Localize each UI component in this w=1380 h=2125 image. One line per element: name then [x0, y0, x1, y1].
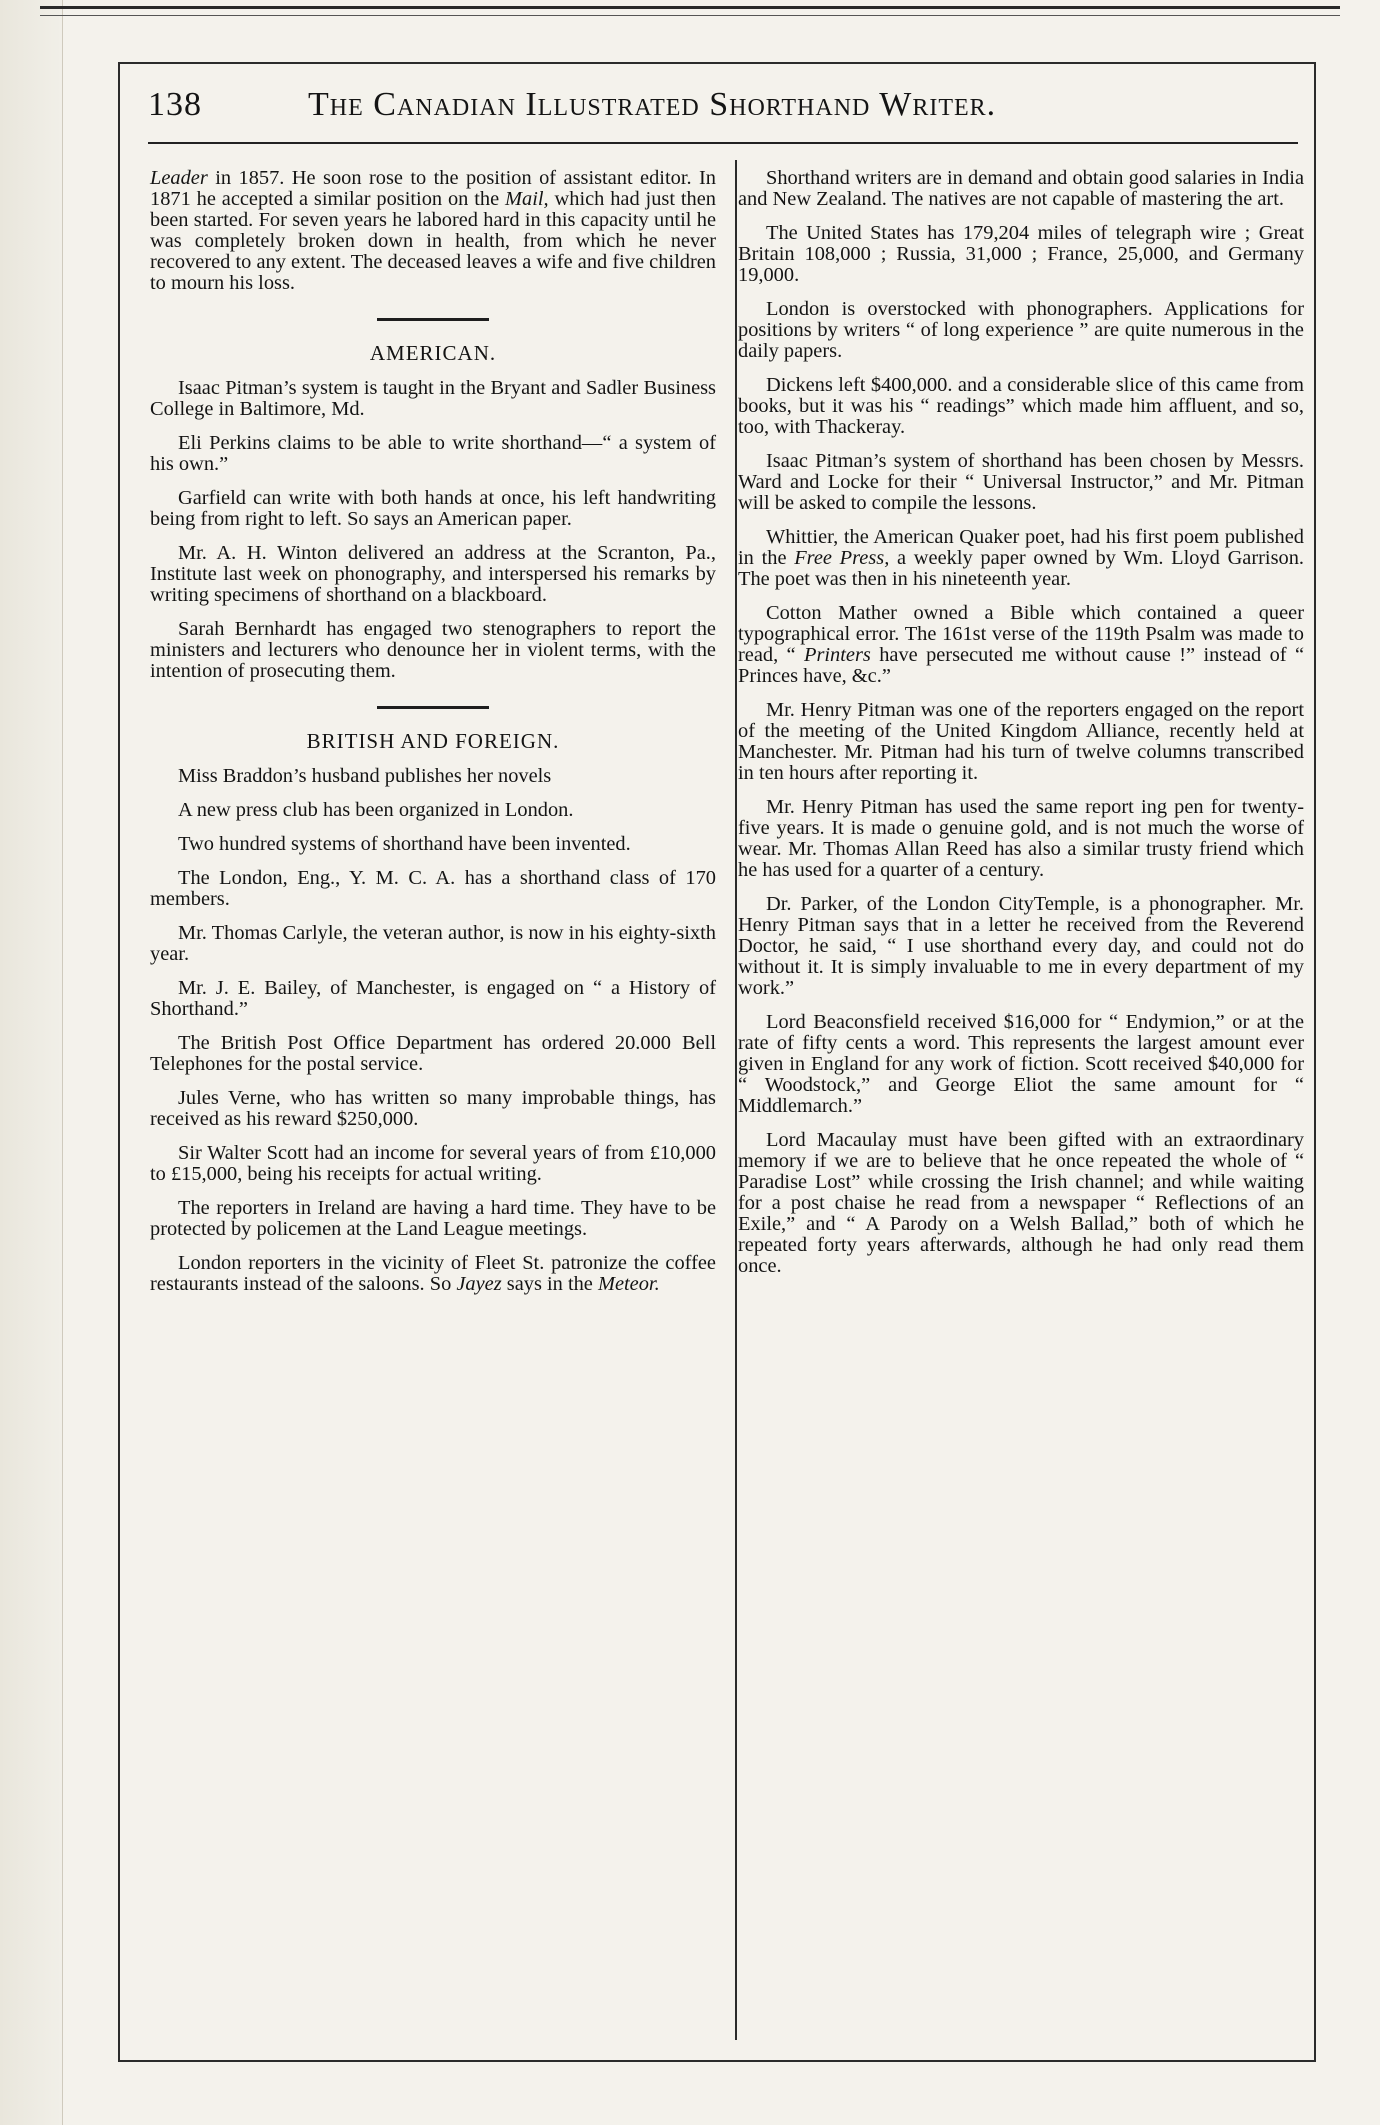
obituary-paragraph	[150, 168, 716, 294]
mather-text: Cotton Mather owned a Bible which contained a queer typographical error. The 161st verse of the 119th Psalm was made to read, “	[738, 602, 1304, 666]
news-item: London is overstocked with phonographers. Applications for positions by writers “ of long experience ” are quite numerous in the daily papers.	[738, 298, 1304, 362]
news-item: Dr. Parker, of the London CityTemple, is a phonographer. Mr. Henry Pitman says that in a letter he received from the Reverend Doctor, he said, “ I use shorthand every day, and could not do without it. It is simply invaluable to me in every department of my work.”	[738, 893, 1304, 999]
jayez-name: Jayez	[456, 1273, 502, 1295]
whittier-text-end: a weekly paper owned by Wm. Lloyd Garrison. The poet was then in his nineteenth year.	[738, 547, 1305, 590]
news-item: Sarah Bernhardt has engaged two stenographers to report the ministers and lecturers who denounce her in violent terms, with the intention of prosecuting them.	[150, 618, 716, 682]
news-item: Dickens left $400,000. and a considerable slice of this came from books, but it was his “ readings” which made him affluent, and so, too, with Thackeray.	[738, 374, 1304, 438]
news-item: The British Post Office Department has ordered 20.000 Bell Telephones for the postal service.	[150, 1032, 716, 1075]
news-item: The reporters in Ireland are having a hard time. They have to be protected by policemen at the Land League meetings.	[150, 1197, 716, 1240]
section-heading-american: AMERICAN.	[369, 341, 497, 365]
news-item: Mr. A. H. Winton delivered an address at the Scranton, Pa., Institute last week on phonography, and interspersed his remarks by writing specimens of shorthand on a blackboard.	[150, 542, 716, 606]
news-item: The London, Eng., Y. M. C. A. has a shorthand class of 170 members.	[150, 867, 716, 910]
leader-title: Leader	[150, 167, 208, 189]
news-item: Mr. Thomas Carlyle, the veteran author, is now in his eighty-sixth year.	[150, 922, 716, 965]
mail-title: Mail,	[505, 188, 549, 210]
news-item: Lord Macaulay must have been gifted with an extraordinary memory if we are to believe that he once repeated the whole of “ Paradise Lost” while crossing the Irish channel; and while waiting for a post chaise he read from a newspaper “ Reflections of an Exile,” and “ A Parody on a Welsh Ballad,” both of which he repeated forty years afterwards, although he had only read them once.	[738, 1129, 1304, 1277]
news-item: Eli Perkins claims to be able to write shorthand—“ a system of his own.”	[150, 432, 716, 475]
news-item: Isaac Pitman’s system of shorthand has been chosen by Messrs. Ward and Locke for their “ Universal Instructor,” and Mr. Pitman will be asked to compile the lessons.	[738, 450, 1304, 514]
news-item: Mr. Henry Pitman was one of the reporters engaged on the report of the meeting of the United Kingdom Alliance, recently held at Manchester. Mr. Pitman had his turn of twelve columns transcribed in ten hours after reporting it.	[738, 699, 1304, 784]
news-item: Mr. Henry Pitman has used the same report ing pen for twenty-five years. It is made o genuine gold, and is not much the worse of wear. Mr. Thomas Allan Reed has also a similar trusty friend which he has used for a quarter of a century.	[738, 796, 1304, 881]
header-rule	[148, 142, 1298, 144]
news-item: Isaac Pitman’s system is taught in the Bryant and Sadler Business College in Baltimore, Md.	[150, 377, 716, 420]
obituary-text: in 1857. He soon rose to the position of assistant editor. In 1871 he accepted a similar position on the	[150, 167, 716, 210]
news-item: Two hundred systems of shorthand have been invented.	[178, 833, 631, 855]
mather-text-end: have persecuted me without cause !” instead of “ Princes have, &c.”	[738, 644, 1304, 687]
left-column	[150, 168, 716, 1308]
page-number: 138	[148, 86, 202, 123]
last-item-middle: says in the	[501, 1273, 598, 1295]
news-item: Mr. J. E. Bailey, of Manchester, is engaged on “ a History of Shorthand.”	[150, 977, 716, 1020]
obituary-text-end: which had just then been started. For seven years he labored hard in this capacity until he was completely broken down in health, from which he never recovered to any extent. The deceased leaves a wife and five children to mourn his loss.	[150, 188, 717, 294]
news-item: The United States has 179,204 miles of telegraph wire ; Great Britain 108,000 ; Russia, 31,000 ; France, 25,000, and Germany 19,000.	[738, 222, 1304, 286]
news-item: Sir Walter Scott had an income for several years of from £10,000 to £15,000, being his receipts for actual writing.	[150, 1142, 716, 1185]
news-item: Shorthand writers are in demand and obtain good salaries in India and New Zealand. The natives are not capable of mastering the art.	[738, 167, 1304, 210]
printers-word: Printers	[803, 644, 871, 666]
section-rule	[377, 706, 489, 709]
news-item: Miss Braddon’s husband publishes her novels	[178, 765, 552, 787]
news-item	[150, 1253, 716, 1295]
news-item	[738, 527, 1304, 590]
page-header	[148, 82, 1298, 134]
news-item: Lord Beaconsfield received $16,000 for “ Endymion,” or at the rate of fifty cents a word. This represents the largest amount ever given in England for any work of fiction. Scott received $40,000 for “ Woodstock,” and George Eliot the same amount for “ Middlemarch.”	[738, 1011, 1304, 1117]
scan-margin	[0, 0, 63, 2125]
running-title: The Canadian Illustrated Shorthand Writer.	[308, 86, 997, 123]
whittier-text: Whittier, the American Quaker poet, had his first poem published in the	[738, 526, 1304, 569]
top-rule	[40, 6, 1340, 16]
news-item: Jules Verne, who has written so many improbable things, has received as his reward $250,000.	[150, 1087, 716, 1130]
news-item: Garfield can write with both hands at once, his left handwriting being from right to left. So says an American paper.	[150, 487, 716, 530]
news-item	[738, 603, 1304, 687]
free-press-title: Free Press,	[794, 547, 890, 569]
news-item: A new press club has been organized in London.	[178, 799, 574, 821]
last-item-text: London reporters in the vicinity of Fleet St. patronize the coffee restaurants instead of the saloons. So	[150, 1252, 716, 1295]
section-rule	[377, 318, 489, 321]
meteor-title: Meteor.	[597, 1273, 660, 1295]
right-column	[738, 168, 1304, 1290]
section-heading-british: BRITISH AND FOREIGN.	[306, 729, 560, 753]
column-divider	[735, 160, 737, 2040]
